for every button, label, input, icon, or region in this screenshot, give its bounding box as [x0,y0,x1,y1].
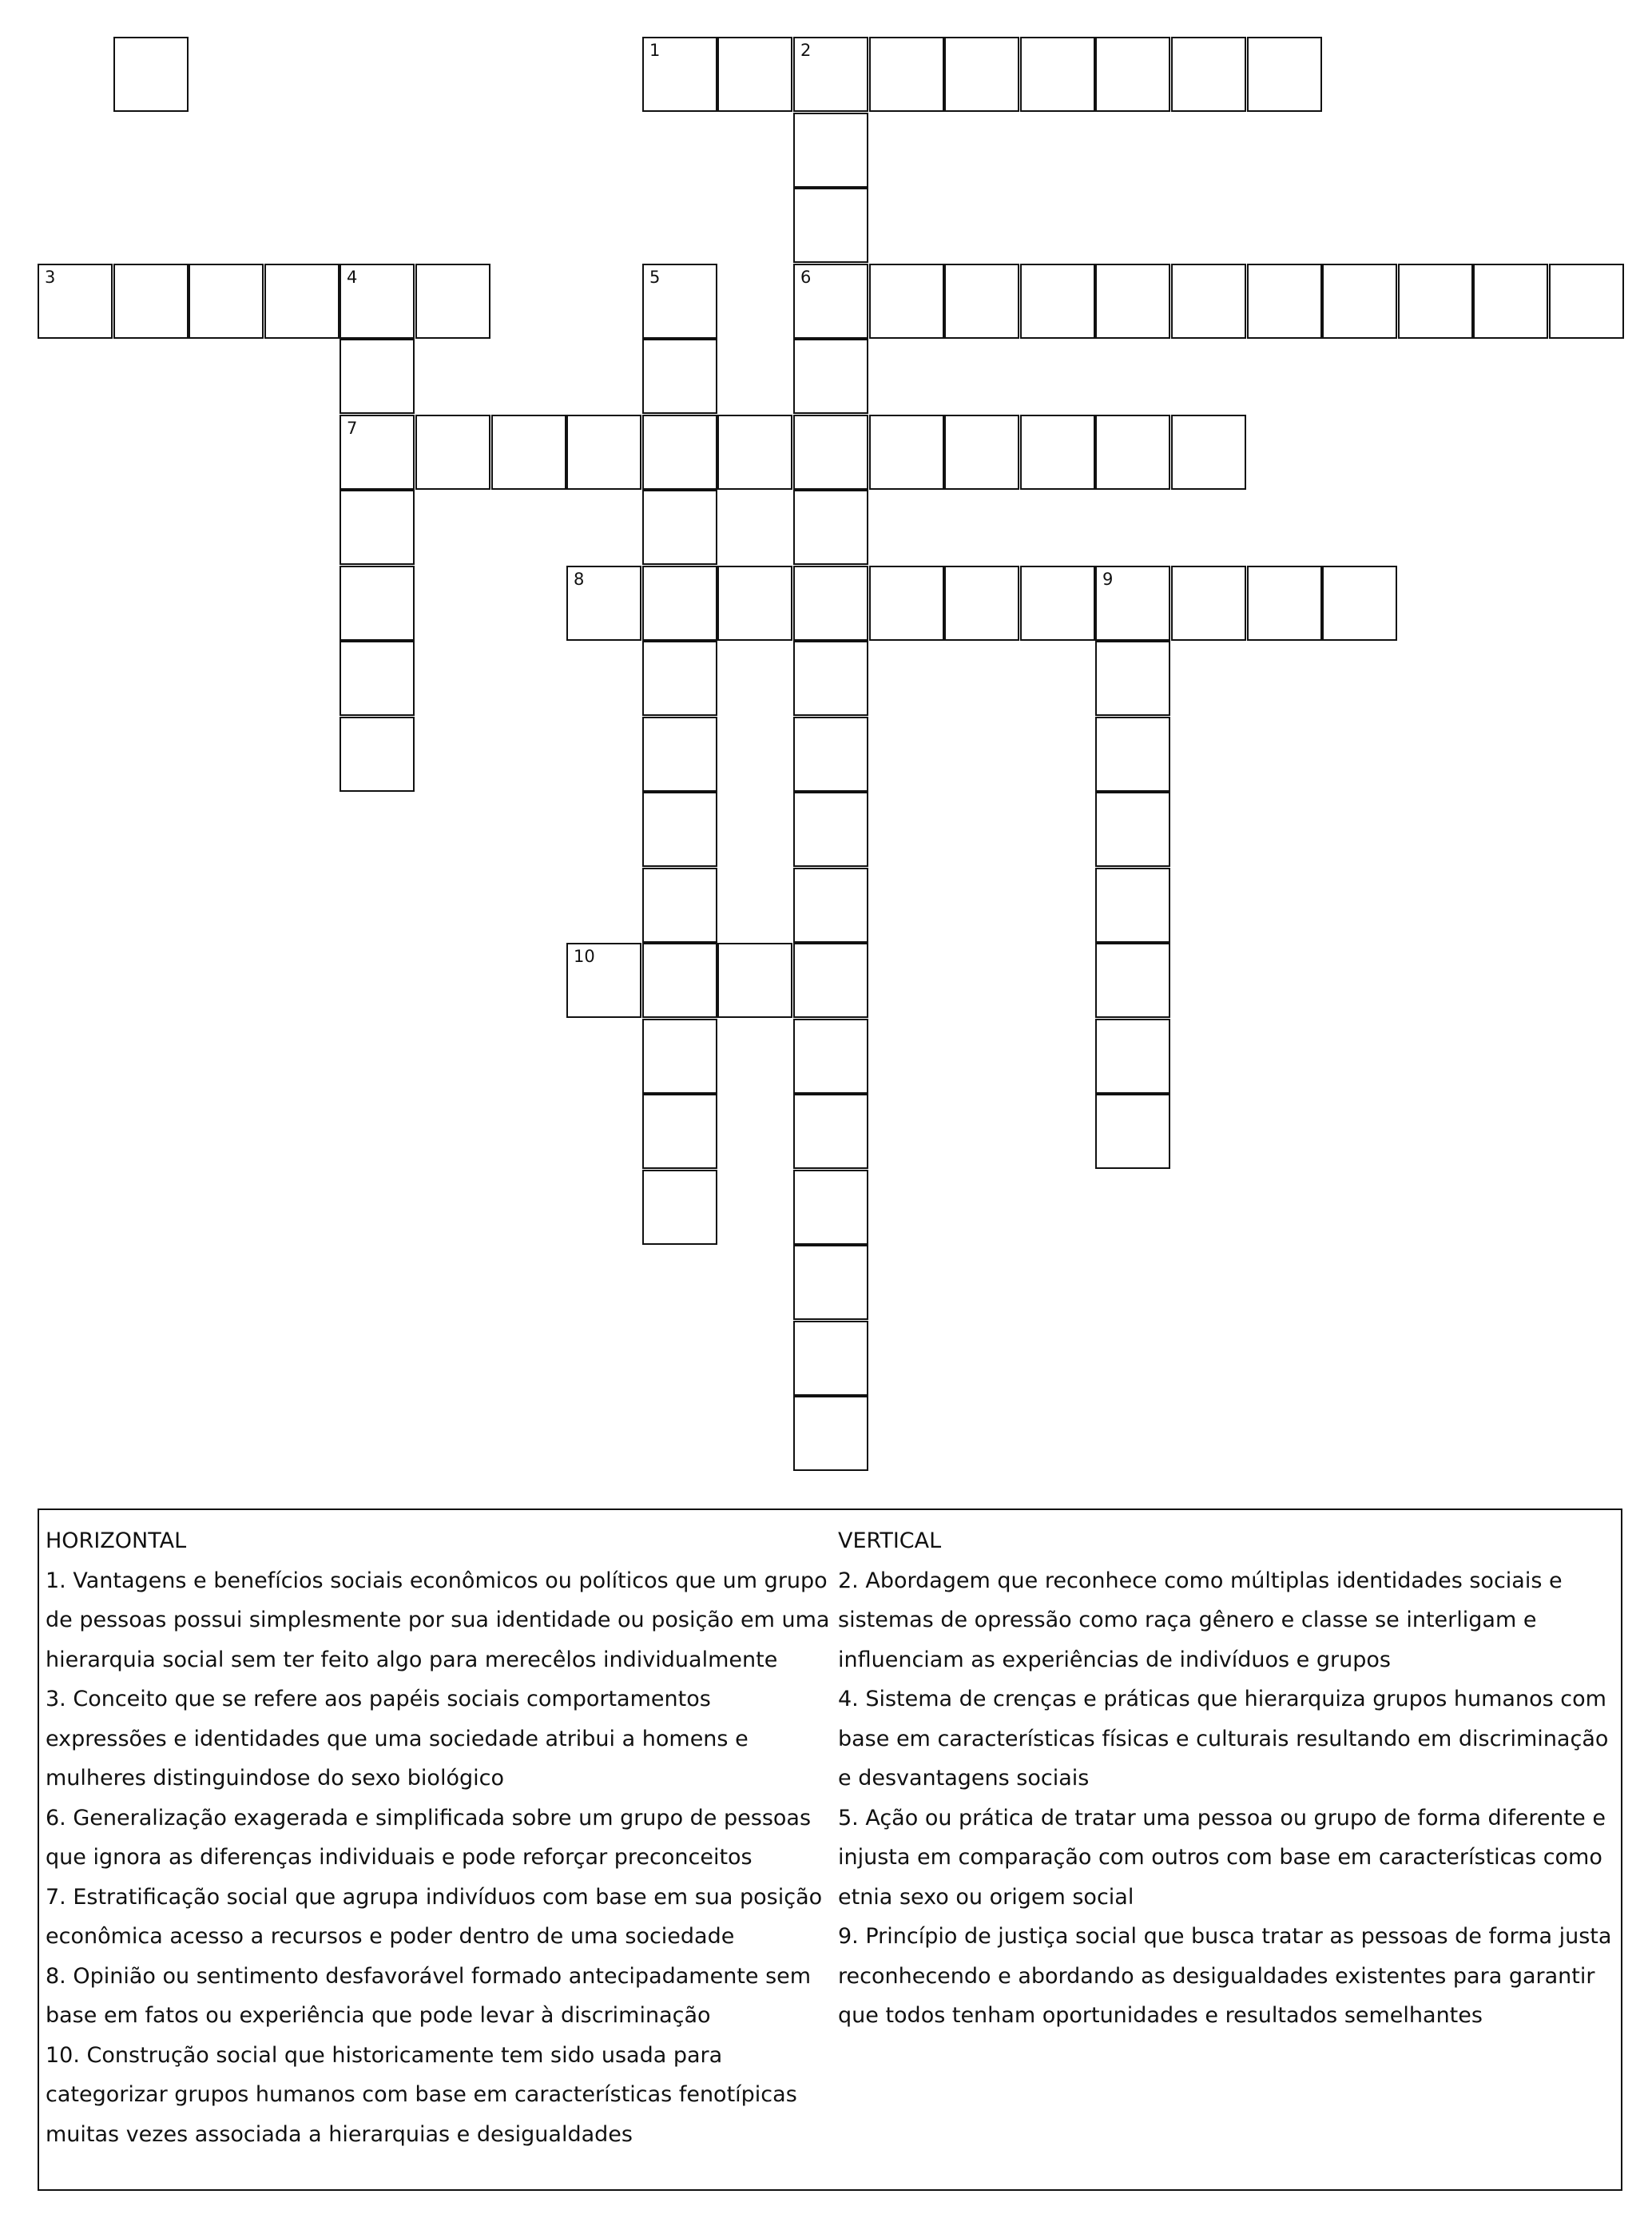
crossword-cell[interactable] [1398,264,1473,339]
crossword-cell[interactable] [642,1094,717,1169]
crossword-cell[interactable] [113,264,189,339]
crossword-cell[interactable] [793,1170,868,1245]
clue-number-6: 6 [800,268,812,287]
vertical-heading: VERTICAL [838,1528,942,1553]
crossword-cell[interactable] [1247,264,1322,339]
crossword-cell[interactable] [869,37,944,112]
crossword-cell[interactable] [793,1019,868,1094]
clue-number-8: 8 [574,570,585,589]
crossword-cell[interactable] [642,641,717,716]
crossword-cell[interactable] [1322,566,1397,641]
crossword-cell[interactable] [1171,566,1246,641]
crossword-cell[interactable] [793,188,868,263]
crossword-cell[interactable] [642,490,717,565]
crossword-cell[interactable] [1171,37,1246,112]
crossword-cell[interactable] [642,264,717,339]
crossword-cell[interactable] [793,113,868,188]
crossword-cell[interactable] [1095,792,1170,867]
crossword-cell[interactable] [1549,264,1624,339]
crossword-cell[interactable] [1095,37,1170,112]
crossword-cell[interactable] [1020,415,1095,490]
crossword-cell[interactable] [566,943,641,1018]
crossword-cell[interactable] [869,415,944,490]
clue-vertical-9: 9. Princípio de justiça social que busca tratar as pessoas de forma justa reconhecendo e abordando as desigualdades existentes para garantir que todos tenham oportunidades e resultados semelhantes [838,1924,1612,2028]
crossword-cell[interactable] [642,339,717,414]
clue-number-3: 3 [45,268,56,287]
crossword-cell[interactable] [264,264,340,339]
crossword-cell[interactable] [793,641,868,716]
crossword-cell[interactable] [793,566,868,641]
crossword-cell[interactable] [1095,415,1170,490]
crossword-cell[interactable] [717,37,792,112]
clue-horizontal-10: 10. Construção social que historicamente tem sido usada para categorizar grupos humanos com base em características fenotípicas muitas vezes associada a hierarquias e desigualdades [46,2042,797,2147]
crossword-cell[interactable] [340,339,415,414]
crossword-cell[interactable] [793,339,868,414]
crossword-cell[interactable] [642,868,717,943]
crossword-cell[interactable] [642,717,717,792]
horizontal-clues [46,1521,832,2154]
crossword-cell[interactable] [491,415,566,490]
clue-number-9: 9 [1102,570,1114,589]
crossword-cell[interactable] [717,943,792,1018]
vertical-clues [838,1521,1617,2036]
crossword-cell[interactable] [1095,264,1170,339]
crossword-cell[interactable] [717,415,792,490]
crossword-cell[interactable] [1095,1094,1170,1169]
crossword-cell[interactable] [793,792,868,867]
crossword-cell[interactable] [793,264,868,339]
crossword-cell[interactable] [38,264,113,339]
crossword-cell[interactable] [1095,1019,1170,1094]
crossword-cell[interactable] [869,566,944,641]
crossword-cell[interactable] [1171,264,1246,339]
crossword-cell[interactable] [340,717,415,792]
crossword-cell[interactable] [642,792,717,867]
crossword-cell[interactable] [793,1245,868,1320]
crossword-cell[interactable] [793,415,868,490]
crossword-cell[interactable] [113,37,189,112]
crossword-cell[interactable] [793,1396,868,1471]
crossword-cell[interactable] [340,415,415,490]
clues-box [38,1508,1622,2191]
crossword-cell[interactable] [340,641,415,716]
crossword-cell[interactable] [642,1170,717,1245]
crossword-cell[interactable] [944,415,1019,490]
crossword-cell[interactable] [793,1094,868,1169]
horizontal-heading: HORIZONTAL [46,1528,187,1553]
crossword-cell[interactable] [1020,566,1095,641]
crossword-cell[interactable] [1473,264,1548,339]
crossword-cell[interactable] [340,566,415,641]
crossword-cell[interactable] [793,943,868,1018]
clue-horizontal-6: 6. Generalização exagerada e simplificada sobre um grupo de pessoas que ignora as diferenças individuais e pode reforçar preconceitos [46,1805,812,1870]
crossword-cell[interactable] [566,415,641,490]
crossword-cell[interactable] [642,415,717,490]
crossword-cell[interactable] [944,264,1019,339]
crossword-cell[interactable] [1095,943,1170,1018]
crossword-cell[interactable] [793,490,868,565]
clue-vertical-2: 2. Abordagem que reconhece como múltiplas identidades sociais e sistemas de opressão como raça gênero e classe se interligam e influenciam as experiências de indivíduos e grupos [838,1568,1563,1672]
crossword-cell[interactable] [717,566,792,641]
crossword-cell[interactable] [1095,717,1170,792]
clue-horizontal-1: 1. Vantagens e benefícios sociais econômicos ou políticos que um grupo de pessoas possui simplesmente por sua identidade ou posição em uma hierarquia social sem ter feito algo para merecêlos individualmente [46,1568,830,1672]
crossword-cell[interactable] [1095,868,1170,943]
crossword-cell[interactable] [566,566,641,641]
clue-number-5: 5 [649,268,661,287]
crossword-cell[interactable] [415,264,490,339]
crossword-cell[interactable] [944,37,1019,112]
clue-number-4: 4 [347,268,358,287]
crossword-cell[interactable] [1095,641,1170,716]
clue-horizontal-8: 8. Opinião ou sentimento desfavorável formado antecipadamente sem base em fatos ou experiência que pode levar à discriminação [46,1963,812,2028]
crossword-cell[interactable] [1095,566,1170,641]
crossword-cell[interactable] [642,566,717,641]
crossword-cell[interactable] [642,37,717,112]
crossword-cell[interactable] [793,717,868,792]
crossword-cell[interactable] [793,37,868,112]
crossword-cell[interactable] [793,868,868,943]
clue-number-2: 2 [800,41,812,60]
crossword-cell[interactable] [340,490,415,565]
crossword-cell[interactable] [1247,37,1322,112]
crossword-cell[interactable] [793,1321,868,1396]
clue-vertical-5: 5. Ação ou prática de tratar uma pessoa ou grupo de forma diferente e injusta em comparação com outros com base em características como etnia sexo ou origem social [838,1805,1606,1910]
crossword-cell[interactable] [1322,264,1397,339]
crossword-cell[interactable] [189,264,264,339]
clue-number-10: 10 [574,947,595,966]
crossword-cell[interactable] [415,415,490,490]
crossword-cell[interactable] [1020,37,1095,112]
crossword-cell[interactable] [869,264,944,339]
crossword-cell[interactable] [642,943,717,1018]
clue-vertical-4: 4. Sistema de crenças e práticas que hierarquiza grupos humanos com base em características físicas e culturais resultando em discriminação e desvantagens sociais [838,1687,1609,1791]
clue-number-7: 7 [347,419,358,438]
crossword-cell[interactable] [642,1019,717,1094]
clue-horizontal-3: 3. Conceito que se refere aos papéis sociais comportamentos expressões e identidades que uma sociedade atribui a homens e mulheres distinguindose do sexo biológico [46,1687,749,1791]
crossword-cell[interactable] [1020,264,1095,339]
clue-horizontal-7: 7. Estratificação social que agrupa indivíduos com base em sua posição econômica acesso a recursos e poder dentro de uma sociedade [46,1884,823,1949]
crossword-cell[interactable] [1247,566,1322,641]
clue-number-1: 1 [649,41,661,60]
crossword-cell[interactable] [340,264,415,339]
crossword-cell[interactable] [944,566,1019,641]
crossword-cell[interactable] [1171,415,1246,490]
